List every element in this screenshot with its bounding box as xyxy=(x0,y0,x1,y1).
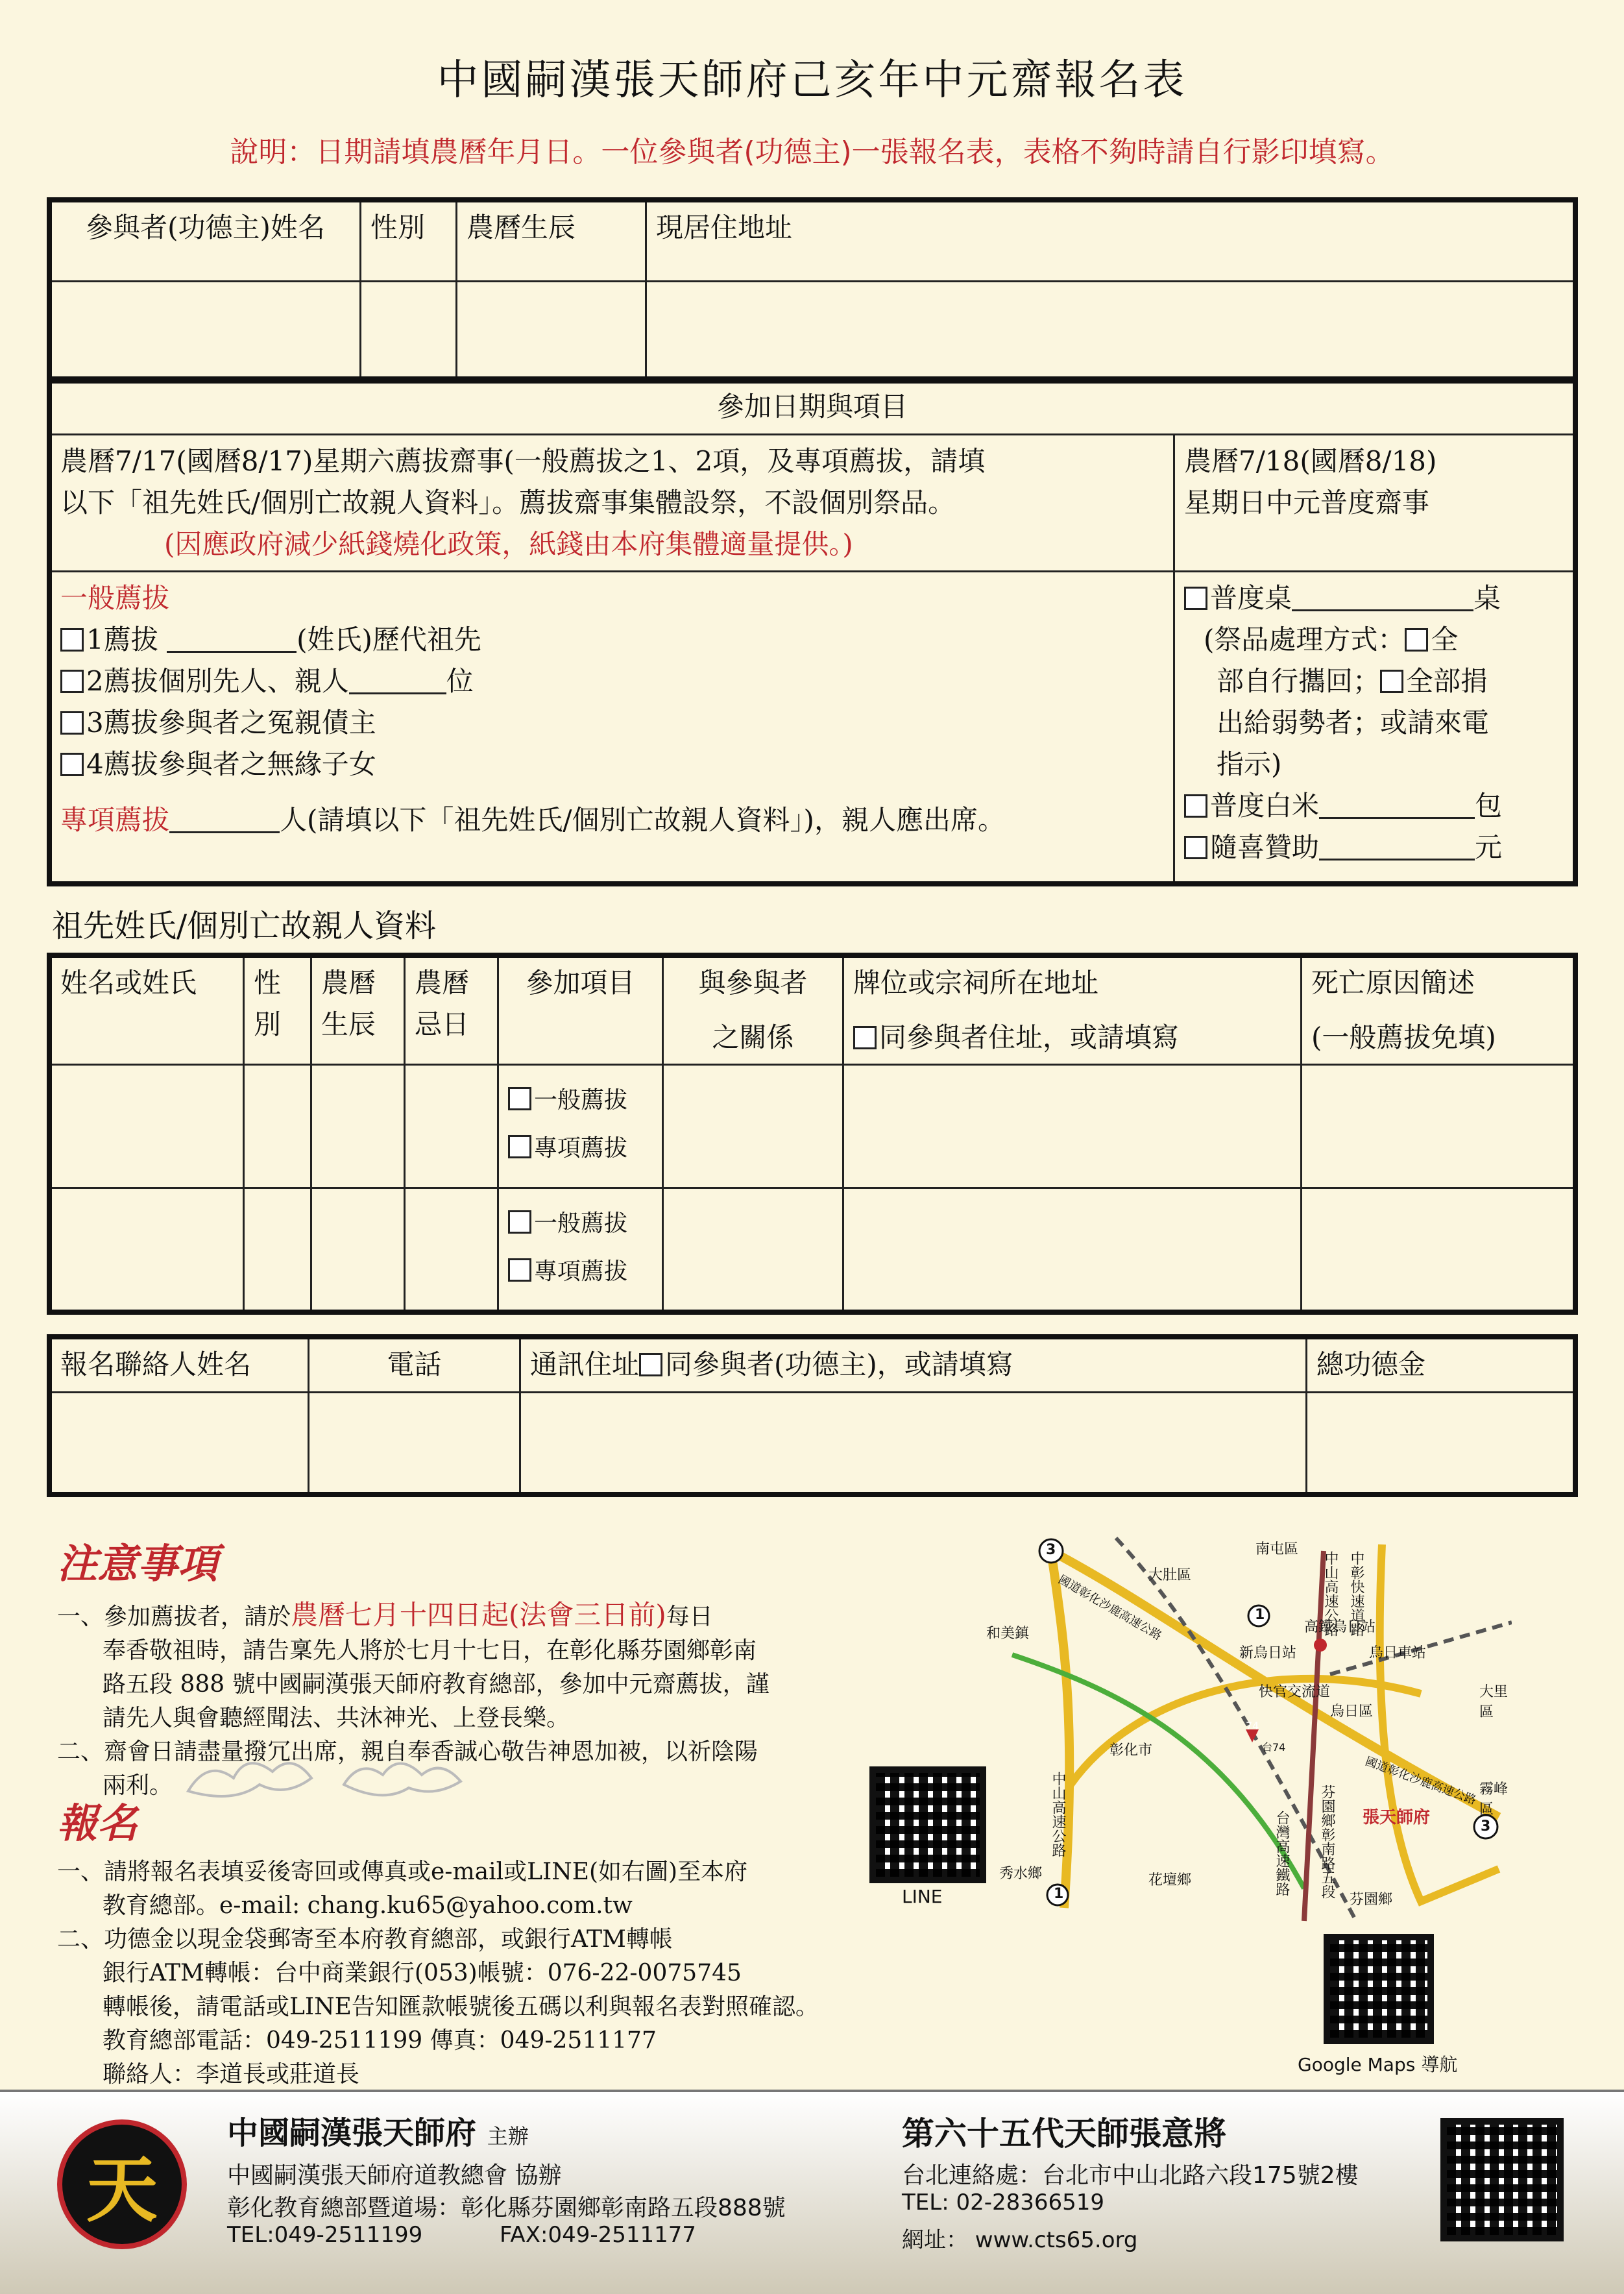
temple-logo xyxy=(57,2119,187,2249)
participant-gender-input[interactable] xyxy=(361,282,457,380)
signup-phone: 教育總部電話：049-2511199 傳真：049-2511177 xyxy=(103,2027,657,2054)
footer-assoc: 中國嗣漢張天師府道教總會 協辦 xyxy=(227,2162,562,2189)
instruction-note: 說明：日期請填農曆年月日。一位參與者(功德主)一張報名表，表格不夠時請自行影印填寫。 xyxy=(230,136,1394,169)
tablet-address-input[interactable] xyxy=(843,1188,1302,1312)
map-temple-marker: 張天師府 xyxy=(1363,1808,1431,1827)
notice-item-1: 一、參加薦拔者，請於農曆七月十四日起(法會三日前)每日 xyxy=(57,1599,713,1631)
special-count-blank[interactable] xyxy=(169,805,280,833)
general-section xyxy=(51,572,1174,883)
map-marker-1: 1 xyxy=(1054,1886,1064,1902)
participant-name-input[interactable] xyxy=(51,282,361,380)
pudu-section xyxy=(1174,572,1575,883)
day1-line-1: 農曆7/17(國曆8/17)星期六薦拔齋事(一般薦拔之1、2項，及專項薦拔，請填 xyxy=(60,445,986,477)
checkbox-item-4[interactable] xyxy=(60,753,84,776)
notice-heading: 注意事項 xyxy=(57,1540,219,1587)
col-death-cause: 死亡原因簡述 (一般薦拔免填) xyxy=(1302,957,1575,1065)
day2-description xyxy=(1174,435,1575,572)
surname-blank[interactable] xyxy=(167,625,297,653)
item-options: 一般薦拔 專項薦拔 xyxy=(498,1065,663,1188)
checkbox-donation[interactable] xyxy=(1184,836,1207,859)
map-label: 和美鎮 xyxy=(986,1626,1030,1642)
map-label: 霧峰區 xyxy=(1479,1781,1509,1818)
tablet-address-input[interactable] xyxy=(843,1065,1302,1188)
map-label: 國道彰化沙鹿高速公路 xyxy=(1363,1754,1478,1808)
participant-address-input[interactable] xyxy=(646,282,1575,380)
col-contact-address: 通訊住址 同參與者(功德主)，或請填寫 xyxy=(520,1338,1307,1393)
general-item-3: 3薦拔參與者之冤親債主 xyxy=(60,702,1164,744)
ancestor-gender-input[interactable] xyxy=(244,1188,311,1312)
map-label: 大肚區 xyxy=(1148,1567,1192,1583)
map-label: 大里區 xyxy=(1479,1684,1509,1720)
signup-email: 教育總部。e-mail: chang.ku65@yahoo.com.tw xyxy=(103,1892,633,1919)
map-label: 新烏日站 xyxy=(1239,1645,1297,1661)
footer-qr-code[interactable] xyxy=(1440,2118,1564,2241)
ancestor-name-input[interactable] xyxy=(51,1188,244,1312)
pudu-handling-2: 部自行攜回； 全部捐 xyxy=(1217,665,1488,697)
map-label: 芬園鄉 xyxy=(1350,1892,1393,1908)
map-label: 快官交流道 xyxy=(1259,1684,1331,1700)
page-title: 中國嗣漢張天師府己亥年中元齋報名表 xyxy=(437,56,1187,104)
location-map xyxy=(967,1525,1512,1927)
day1-description xyxy=(51,435,1174,572)
contact-name-input[interactable] xyxy=(51,1393,309,1494)
ancestor-name-input[interactable] xyxy=(51,1065,244,1188)
notice-line: 請先人與會聽經聞法、共沐神光、上登長樂。 xyxy=(103,1705,570,1731)
footer-tel: TEL:049-2511199 xyxy=(227,2222,423,2248)
general-item-1: 1薦拔 (姓氏)歷代祖先 xyxy=(60,619,1164,661)
footer-org: 中國嗣漢張天師府 主辦 xyxy=(227,2115,529,2151)
map-label: 烏日車站 xyxy=(1369,1645,1427,1661)
checkbox-special[interactable] xyxy=(508,1135,531,1158)
map-label: 高鐵烏日站 xyxy=(1304,1619,1376,1635)
col-total-donation: 總功德金 xyxy=(1307,1338,1575,1393)
ancestor-death-input[interactable] xyxy=(405,1188,498,1312)
checkbox-rice[interactable] xyxy=(1184,794,1207,818)
notice-item-2: 二、齋會日請盡量撥冗出席，親自奉香誠心敬告神恩加被，以祈陰陽 xyxy=(57,1739,758,1765)
signup-bank: 銀行ATM轉帳：台中商業銀行(053)帳號：076-22-0075745 xyxy=(103,1960,742,1986)
ancestor-section-title: 祖先姓氏/個別亡故親人資料 xyxy=(52,908,437,944)
notice-line: 兩利。 xyxy=(103,1772,173,1799)
map-label: 中山高速公路 xyxy=(1050,1772,1066,1857)
map-marker-3: 3 xyxy=(1481,1818,1491,1835)
death-cause-input[interactable] xyxy=(1302,1188,1575,1312)
checkbox-contact-same[interactable] xyxy=(639,1353,662,1376)
notice-line: 路五段 888 號中國嗣漢張天師府教育總部，參加中元齋薦拔，謹 xyxy=(103,1671,770,1698)
participant-table xyxy=(49,200,1575,381)
footer-website[interactable]: 網址： www.cts65.org xyxy=(902,2227,1138,2253)
map-label: 芬園鄉彰南路五段 xyxy=(1319,1785,1335,1899)
footer-fax: FAX:049-2511177 xyxy=(500,2222,697,2248)
general-item-4: 4薦拔參與者之無緣子女 xyxy=(60,744,1164,785)
pudu-rice-item: 普度白米 包 xyxy=(1184,785,1564,827)
day1-line-2: 以下「祖先姓氏/個別亡故親人資料」。薦拔齋事集體設祭，不設個別祭品。 xyxy=(60,487,956,519)
footer-taipei-address: 台北連絡處：台北市中山北路六段175號2樓 xyxy=(902,2162,1359,2189)
dates-items-table xyxy=(49,379,1575,884)
map-label: 台74 xyxy=(1262,1741,1286,1753)
table-row xyxy=(51,1065,1575,1188)
checkbox-donate[interactable] xyxy=(1380,670,1403,693)
checkbox-pudu-table[interactable] xyxy=(1184,587,1207,610)
col-item: 參加項目 xyxy=(498,957,663,1065)
pudu-handling-3: 出給弱勢者；或請來電 xyxy=(1217,707,1490,738)
dates-header: 參加日期與項目 xyxy=(51,380,1575,435)
general-heading: 一般薦拔 xyxy=(60,582,170,614)
checkbox-same-address[interactable] xyxy=(853,1026,877,1049)
general-item-2: 2薦拔個別先人、親人 位 xyxy=(60,661,1164,702)
count-blank[interactable] xyxy=(349,666,446,694)
map-label: 彰化市 xyxy=(1109,1742,1153,1759)
col-lunar-birth: 農曆生辰 xyxy=(457,201,646,282)
pudu-donation-item: 隨喜贊助 元 xyxy=(1184,827,1564,868)
map-road-74: 74 xyxy=(1246,1720,1259,1732)
day2-line-1: 農曆7/18(國曆8/18) xyxy=(1184,445,1437,477)
contact-table xyxy=(49,1337,1575,1495)
checkbox-general[interactable] xyxy=(508,1210,531,1234)
col-tablet-address: 牌位或宗祠所在地址 同參與者住址，或請填寫 xyxy=(843,957,1302,1065)
checkbox-special[interactable] xyxy=(508,1258,531,1282)
col-ancestor-death: 農曆忌日 xyxy=(405,957,498,1065)
table-row xyxy=(51,1188,1575,1312)
logo-character: 天 xyxy=(86,2148,158,2232)
footer-master: 第六十五代天師張意將 xyxy=(902,2115,1226,2153)
participant-birth-input[interactable] xyxy=(457,282,646,380)
map-label: 秀水鄉 xyxy=(999,1866,1043,1882)
map-label: 中山高速公路 xyxy=(1322,1551,1339,1637)
ancestor-birth-input[interactable] xyxy=(311,1065,405,1188)
notice-line: 奉香敬祖時，請告稟先人將於七月十七日，在彰化縣芬園鄉彰南 xyxy=(103,1637,757,1664)
col-contact-phone: 電話 xyxy=(309,1338,520,1393)
contact-address-input[interactable] xyxy=(520,1393,1307,1494)
col-ancestor-birth: 農曆生辰 xyxy=(311,957,405,1065)
rice-blank[interactable] xyxy=(1319,791,1475,819)
google-maps-qr-label: Google Maps 導航 xyxy=(1298,2054,1458,2075)
relation-input[interactable] xyxy=(663,1065,843,1188)
col-gender: 性別 xyxy=(361,201,457,282)
signup-line: 一、請將報名表填妥後寄回或傳真或e-mail或LINE(如右圖)至本府 xyxy=(57,1859,748,1885)
col-ancestor-gender: 性別 xyxy=(244,957,311,1065)
death-cause-input[interactable] xyxy=(1302,1065,1575,1188)
col-address: 現居住地址 xyxy=(646,201,1575,282)
footer-taipei-tel: TEL: 02-28366519 xyxy=(902,2190,1105,2215)
pudu-handling-4: 指示) xyxy=(1217,748,1282,780)
map-label: 中彰快速道路 xyxy=(1348,1551,1364,1637)
col-participant-name: 參與者(功德主)姓名 xyxy=(51,201,361,282)
donation-blank[interactable] xyxy=(1319,833,1475,860)
signup-section xyxy=(57,1791,952,2092)
signup-contact: 聯絡人：李道長或莊道長 xyxy=(103,2061,360,2088)
pudu-table-item: 普度桌 桌 xyxy=(1184,578,1564,619)
map-roads xyxy=(967,1525,1512,1927)
item-options: 一般薦拔 專項薦拔 xyxy=(498,1188,663,1312)
checkbox-general[interactable] xyxy=(508,1087,531,1110)
signup-line: 轉帳後，請電話或LINE告知匯款帳號後五碼以利與報名表對照確認。 xyxy=(103,1994,819,2020)
checkbox-item-2[interactable] xyxy=(60,670,84,693)
day1-line-3: (因應政府減少紙錢燒化政策，紙錢由本府集體適量提供。) xyxy=(164,528,853,560)
col-relation: 與參與者 之關係 xyxy=(663,957,843,1065)
checkbox-item-1[interactable] xyxy=(60,628,84,652)
checkbox-take-back[interactable] xyxy=(1405,628,1428,652)
ancestor-birth-input[interactable] xyxy=(311,1188,405,1312)
footer-hq-address: 彰化教育總部暨道場：彰化縣芬園鄉彰南路五段888號 xyxy=(227,2195,786,2221)
map-marker-1: 1 xyxy=(1255,1607,1265,1623)
relation-input[interactable] xyxy=(663,1188,843,1312)
map-label: 花壇鄉 xyxy=(1148,1872,1192,1888)
footer xyxy=(0,2090,1624,2294)
map-label: 烏日區 xyxy=(1330,1703,1374,1720)
ancestor-gender-input[interactable] xyxy=(244,1065,311,1188)
line-qr-label: LINE xyxy=(902,1886,943,1907)
google-maps-qr-code[interactable] xyxy=(1324,1934,1434,2044)
signup-line: 二、功德金以現金袋郵寄至本府教育總部，或銀行ATM轉帳 xyxy=(57,1926,673,1953)
col-ancestor-name: 姓名或姓氏 xyxy=(51,957,244,1065)
checkbox-item-3[interactable] xyxy=(60,711,84,735)
special-item: 專項薦拔 人(請填以下「祖先姓氏/個別亡故親人資料」)，親人應出席。 xyxy=(60,804,1005,836)
signup-heading: 報名 xyxy=(57,1800,138,1847)
total-donation-input[interactable] xyxy=(1307,1393,1575,1494)
map-label: 國道彰化沙鹿高速公路 xyxy=(1056,1572,1164,1643)
map-label: 台灣高速鐵路 xyxy=(1274,1811,1290,1896)
day2-line-2: 星期日中元普度齋事 xyxy=(1184,487,1430,519)
ancestor-table xyxy=(49,955,1575,1312)
contact-phone-input[interactable] xyxy=(309,1393,520,1494)
map-marker-3: 3 xyxy=(1046,1542,1056,1558)
pudu-handling-1: (祭品處理方式： 全 xyxy=(1204,624,1459,655)
pudu-table-blank[interactable] xyxy=(1292,583,1473,611)
ancestor-death-input[interactable] xyxy=(405,1065,498,1188)
col-contact-name: 報名聯絡人姓名 xyxy=(51,1338,309,1393)
map-label: 南屯區 xyxy=(1255,1541,1299,1557)
